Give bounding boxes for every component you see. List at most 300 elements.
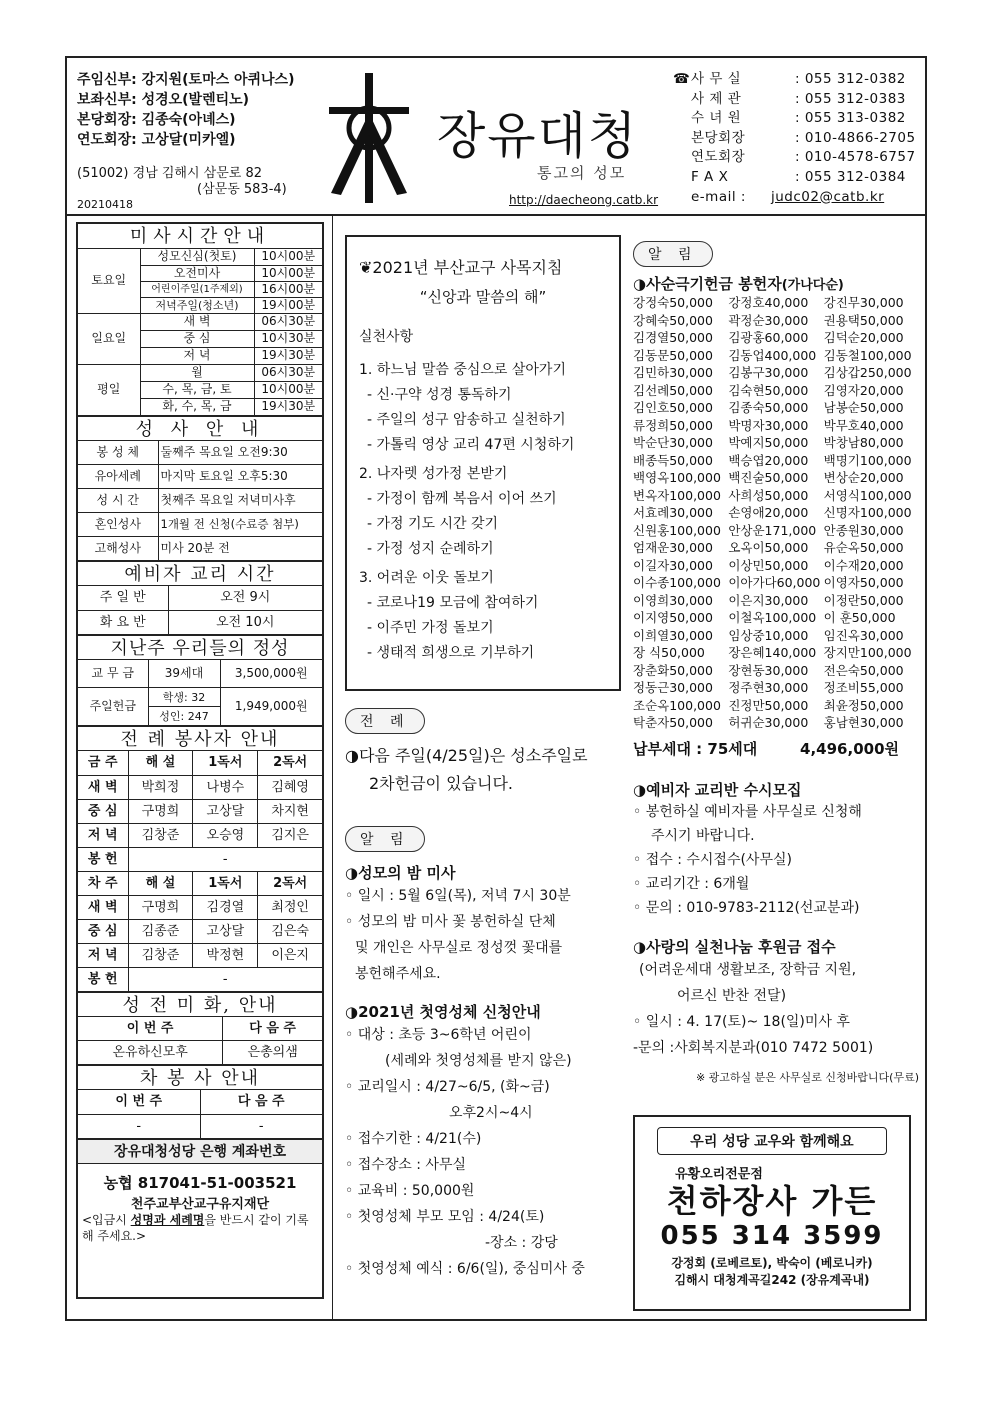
love-item: 어르신 반찬 전달) (677, 987, 787, 1004)
donor-subtitle: (가나다순) (781, 278, 844, 293)
mass-name: 수, 목, 금, 토 (140, 381, 254, 398)
ad-category: 유황오리전문점 (675, 1167, 763, 1182)
catechumen-item: 주시기 바랍니다. (651, 827, 755, 844)
donor-row (633, 364, 919, 382)
page-title: 장유대청 (437, 107, 639, 165)
contact-value: : 010-4578-6757 (795, 149, 916, 166)
love-item: -문의 :사회복지분과(010 7472 5001) (633, 1039, 874, 1056)
sac-value: 미사 20분 전 (158, 537, 322, 561)
donor-entry: 조순옥100,000 (633, 697, 721, 713)
contact-value: : 055 312-0383 (795, 90, 906, 107)
donor-entry: 정조비55,000 (823, 680, 904, 695)
server-name: 최정인 (258, 895, 322, 919)
donor-row (633, 312, 919, 330)
catechumen-item: ◦ 문의 : 010-9783-2112(선교분과) (633, 899, 860, 916)
fc-item: ◦ 접수장소 : 사무실 (345, 1157, 466, 1173)
bank-holder: 천주교부산교구유지재단 (130, 1196, 270, 1212)
mass-time: 10시00분 (254, 381, 322, 398)
server-name: - (128, 847, 322, 871)
donor-entry: 장현동30,000 (728, 662, 809, 678)
notice-pill: 알 림 (345, 826, 425, 852)
clergy-line: 보좌신부: 성경오(발렌티노) (77, 92, 250, 108)
issue-date: 20210418 (77, 198, 133, 211)
catechumen-title: ◑예비자 교리반 수시모집 (633, 780, 802, 799)
donor-entry: 홍남현30,000 (823, 715, 904, 730)
sac-label: 혼인성사 (78, 513, 158, 537)
mass-times-table (78, 249, 322, 416)
ad-business-name: 천하장사 가든 (666, 1182, 878, 1220)
donor-entry: 안상운171,000 (728, 522, 817, 538)
contact-row (673, 188, 916, 208)
server-name: 김혜영 (258, 775, 322, 799)
offering-adult: 성인: 247 (148, 707, 220, 726)
sac-value: 둘째주 목요일 오전9:30 (158, 441, 322, 465)
right-column (633, 241, 919, 1085)
server-name: 차지현 (258, 799, 322, 823)
day-label: 평일 (78, 364, 140, 415)
donor-entry: 이영희30,000 (633, 592, 713, 608)
clergy-line: 주임신부: 강지원(토마스 아퀴나스) (77, 72, 295, 88)
guideline-motto: “신앙과 말씀의 해” (419, 288, 547, 306)
catechism-title: 예비자 교리 시간 (78, 561, 322, 586)
bank-note-text: 을 반드시 같이 기록해 주세요.> (82, 1212, 309, 1243)
ad-note: ※ 광고하실 분은 사무실로 신청바랍니다(무료) (695, 1070, 919, 1084)
server-mass: 중 심 (78, 799, 128, 823)
server-name: 김지은 (258, 823, 322, 847)
contact-value: : 010-4866-2705 (795, 129, 916, 146)
server-name: 김종준 (128, 919, 193, 943)
mass-name: 월 (140, 364, 254, 381)
donor-entry: 사희성50,000 (728, 487, 809, 503)
guideline-item: 3. 어려운 이웃 돌보기 (359, 570, 494, 586)
donor-entry: 서효례30,000 (633, 505, 713, 520)
donor-entry: 김광홍60,000 (728, 330, 809, 345)
server-head: 차 주 (78, 871, 128, 895)
sac-value: 마지막 토요일 오후5:30 (158, 465, 322, 489)
server-name: 박희정 (128, 775, 193, 799)
night-mass-item: 및 개인은 사무실로 정성껏 꽃대를 (355, 940, 563, 956)
contact-value: : 055 312-0382 (795, 71, 906, 87)
contact-row (673, 90, 916, 110)
fc-item: ◦ 첫영성체 부모 모임 : 4/24(토) (345, 1209, 545, 1225)
bank-note (78, 1212, 322, 1244)
flower-head: 이 번 주 (78, 1017, 223, 1041)
night-mass-item: ◦ 성모의 밤 미사 꽃 봉헌하실 단체 (345, 914, 556, 930)
donor-entry: 강혜숙50,000 (633, 312, 713, 328)
liturgy-text-2: 2차헌금이 있습니다. (369, 774, 513, 793)
server-name: 김경열 (193, 895, 258, 919)
donor-row (633, 469, 919, 487)
flower-title: 성 전 미 화, 안내 (78, 992, 322, 1017)
donor-row (633, 329, 919, 347)
donor-entry: 김동업400,000 (728, 347, 817, 363)
donor-entry: 이길자30,000 (633, 557, 713, 573)
donor-entry: 정동근30,000 (633, 680, 713, 695)
donor-entry: 강정호40,000 (728, 295, 809, 310)
guideline-item: - 가정 성지 순례하기 (367, 541, 494, 557)
mass-name: 저 녁 (140, 347, 254, 364)
donor-entry: 김민하30,000 (633, 365, 713, 380)
server-name: 김은숙 (258, 919, 322, 943)
cat-time: 오전 9시 (168, 586, 322, 610)
donor-total-amount: 4,496,000원 (800, 739, 899, 758)
notice-pill-right: 알 림 (633, 241, 713, 267)
day-label: 토요일 (78, 249, 140, 313)
donor-entry: 이 훈50,000 (823, 610, 896, 625)
server-name: 구명희 (128, 799, 193, 823)
night-mass-title: ◑성모의 밤 미사 (345, 864, 456, 882)
day-label: 일요일 (78, 313, 140, 364)
donor-entry: 백승엽20,000 (728, 452, 809, 468)
donor-entry: 탁춘자50,000 (633, 715, 713, 730)
catechumen-item: ◦ 접수 : 수시접수(사무실) (633, 851, 792, 868)
mass-time: 10시00분 (254, 265, 322, 281)
offering-label: 교 무 금 (78, 660, 148, 688)
flower-table (78, 1017, 322, 1066)
address (77, 166, 287, 198)
car-head: 다 음 주 (200, 1090, 322, 1114)
donor-row (633, 557, 919, 575)
love-title: ◑사랑의 실천나눔 후원금 접수 (633, 937, 836, 956)
donor-entry: 손영애20,000 (728, 505, 809, 520)
server-name: 구명희 (128, 895, 193, 919)
server-title: 전 례 봉사자 안내 (78, 726, 322, 751)
donor-entry: 변옥자100,000 (633, 487, 721, 503)
mass-name: 어린이주일(1주제외) (140, 281, 254, 297)
fc-item: ◦ 첫영성체 예식 : 6/6(일), 중심미사 중 (345, 1261, 585, 1277)
donor-row (633, 504, 919, 522)
contact-row (673, 148, 916, 168)
love-item: (어려운세대 생활보조, 장학금 지원, (639, 961, 857, 978)
donor-entry: 김인호50,000 (633, 400, 713, 415)
left-sidebar (76, 222, 324, 1299)
mass-time: 19시00분 (254, 297, 322, 313)
cat-label: 화 요 반 (78, 610, 168, 634)
cross-logo-icon (329, 73, 409, 203)
donor-entry: 신원홍100,000 (633, 522, 721, 538)
guideline-item: - 가정 기도 시간 갖기 (367, 516, 499, 532)
server-mass: 저 녁 (78, 823, 128, 847)
first-communion-title: ◑2021년 첫영성체 신청안내 (345, 1003, 541, 1021)
flower-head: 다 음 주 (223, 1017, 322, 1041)
server-head: 2독서 (258, 751, 322, 775)
ad-caption: 우리 성당 교우와 함께해요 (657, 1127, 887, 1155)
donor-entry: 임상중10,000 (728, 627, 809, 643)
donor-entry: 강진무30,000 (823, 295, 904, 310)
fc-item: (세례와 첫영성체를 받지 않은) (385, 1053, 572, 1069)
donor-entry: 김선례50,000 (633, 382, 713, 398)
cat-label: 주 일 반 (78, 586, 168, 610)
offering-label: 주일헌금 (78, 688, 148, 726)
donor-entry: 최윤정50,000 (823, 697, 904, 713)
donor-row (633, 347, 919, 365)
donor-total-label: 납부세대 : 75세대 (633, 739, 758, 758)
donor-row (633, 522, 919, 540)
donor-row (633, 627, 919, 645)
night-mass-item: 봉헌해주세요. (355, 966, 441, 982)
donor-entry: 김덕순20,000 (823, 330, 904, 345)
car-group: - (78, 1114, 200, 1138)
guideline-item: - 가정이 함께 복음서 이어 쓰기 (367, 491, 557, 507)
donor-entry: 김숙현50,000 (728, 382, 809, 398)
donor-row (633, 697, 919, 715)
server-name: 김창준 (128, 943, 193, 967)
liturgy-text-1: ◑다음 주일(4/25일)은 성소주일로 (345, 746, 588, 765)
contact-label: F A X (691, 168, 729, 185)
contact-row (673, 168, 916, 188)
sac-label: 고해성사 (78, 537, 158, 561)
donor-entry: 박명자30,000 (728, 417, 809, 433)
server-name: 나병수 (193, 775, 258, 799)
server-mass: 중 심 (78, 919, 128, 943)
donor-entry: 이지영50,000 (633, 610, 713, 625)
server-name: 박정현 (193, 943, 258, 967)
donor-entry: 김동문50,000 (633, 347, 713, 363)
server-name: 이은지 (258, 943, 322, 967)
mass-name: 오전미사 (140, 265, 254, 281)
donor-entry: 장은혜140,000 (728, 645, 817, 660)
flower-group: 온유하신모후 (78, 1041, 223, 1065)
donor-entry: 장춘화50,000 (633, 662, 713, 678)
server-name: 오승영 (193, 823, 258, 847)
donor-entry: 신명자100,000 (823, 505, 912, 520)
donor-entry: 전은숙50,000 (823, 662, 904, 678)
mass-name: 중 심 (140, 330, 254, 347)
donor-entry: 김상갑250,000 (823, 365, 912, 380)
donor-entry: 변상순20,000 (823, 470, 904, 485)
fc-item: ◦ 교리일시 : 4/27~6/5, (화~금) (345, 1079, 550, 1095)
bulletin-frame (65, 56, 927, 1321)
first-communion-list (345, 1022, 625, 1282)
car-head: 이 번 주 (78, 1090, 200, 1114)
bank-title: 장유대청성당 은행 계좌번호 (78, 1139, 322, 1164)
donor-entry: 장지만100,000 (823, 645, 912, 660)
guideline-item: - 신·구약 성경 통독하기 (367, 387, 512, 403)
cat-time: 오전 10시 (168, 610, 322, 634)
donor-entry: 류정희50,000 (633, 417, 713, 433)
donor-entry: 김동철100,000 (823, 347, 912, 363)
donor-entry: 이수종100,000 (633, 575, 721, 590)
donor-entry: 엄재운30,000 (633, 540, 713, 555)
address-line: (51002) 경남 김해시 삼문로 82 (77, 166, 263, 181)
mass-name: 성모신심(첫토) (140, 249, 254, 265)
guideline-title-text: 2021년 부산교구 사목지침 (372, 258, 563, 277)
guideline-item: - 이주민 가정 돌보기 (367, 620, 494, 636)
donor-entry: 곽정순30,000 (728, 312, 809, 328)
fc-item: ◦ 교육비 : 50,000원 (345, 1183, 475, 1199)
night-mass-item: ◦ 일시 : 5월 6일(목), 저녁 7시 30분 (345, 888, 571, 904)
address-line: (삼문동 583-4) (197, 182, 287, 197)
donor-row (633, 399, 919, 417)
donor-entry: 김영자20,000 (823, 382, 904, 398)
contact-label: 수 녀 원 (691, 110, 742, 127)
donor-entry: 서영식100,000 (823, 487, 912, 503)
contact-value: : 055 313-0382 (795, 110, 906, 127)
mass-name: 화, 수, 목, 금 (140, 398, 254, 415)
donor-entry: 배종득50,000 (633, 452, 713, 468)
donor-entry: 이수재20,000 (823, 557, 904, 573)
advertisement-box (633, 1115, 911, 1311)
website-link[interactable]: http://daecheong.catb.kr (509, 193, 659, 207)
bank-account: 농협 817041-51-003521 (103, 1173, 297, 1192)
mass-time: 16시00분 (254, 281, 322, 297)
ad-owner: 강정회 (로베르토), 박숙이 (베로니카) (671, 1256, 873, 1270)
offering-table (78, 660, 322, 727)
server-name: 고상달 (193, 799, 258, 823)
donor-total (633, 738, 919, 759)
donor-entry: 박창남80,000 (823, 435, 904, 450)
donor-entry: 정주현30,000 (728, 680, 809, 695)
donor-entry: 이철옥100,000 (728, 610, 817, 625)
donor-row (633, 434, 919, 452)
donor-row (633, 417, 919, 435)
mass-time: 06시30분 (254, 364, 322, 381)
mass-time: 06시30분 (254, 313, 322, 330)
server-head: 해 설 (128, 751, 193, 775)
donor-entry: 김종숙50,000 (728, 400, 809, 415)
dove-icon: ❦ (359, 258, 373, 277)
sacrament-table (78, 441, 322, 562)
donor-entry: 김봉구30,000 (728, 365, 809, 380)
donor-entry: 이정란50,000 (823, 592, 904, 608)
offering-student: 학생: 32 (148, 688, 220, 707)
server-mass: 봉 헌 (78, 967, 128, 991)
guideline-item: 1. 하느님 말씀 중심으로 살아가기 (359, 362, 566, 378)
guideline-item: 2. 나자렛 성가정 본받기 (359, 466, 508, 482)
donor-list (633, 294, 919, 732)
donor-entry: 허귀순30,000 (728, 715, 809, 730)
contact-label: 연도회장 (691, 149, 746, 166)
donor-entry: 이영자50,000 (823, 575, 904, 590)
clergy-line: 연도회장: 고상달(미카엘) (77, 132, 236, 148)
donor-entry: 박무호40,000 (823, 417, 904, 433)
mass-time: 19시30분 (254, 347, 322, 364)
sac-label: 유아세례 (78, 465, 158, 489)
liturgy-section (345, 708, 625, 1282)
donor-row (633, 539, 919, 557)
contact-row (673, 70, 916, 90)
mass-name: 새 벽 (140, 313, 254, 330)
contact-row (673, 109, 916, 129)
bank-note-bold: 성명과 세례명 (130, 1212, 205, 1227)
mass-name: 저녁주일(청소년) (140, 297, 254, 313)
catechumen-item: ◦ 교리기간 : 6개월 (633, 875, 750, 892)
donor-entry: 안종원30,000 (823, 522, 904, 538)
donor-row (633, 662, 919, 680)
donor-row (633, 609, 919, 627)
contact-list (673, 70, 916, 207)
pastoral-guideline-box (345, 235, 621, 691)
fc-item: 오후2시~4시 (449, 1105, 533, 1121)
server-name: 고상달 (193, 919, 258, 943)
donor-title (633, 273, 919, 294)
donor-row (633, 592, 919, 610)
server-table (78, 751, 322, 992)
donor-entry: 오옥이50,000 (728, 540, 809, 555)
clergy-line: 본당회장: 김종숙(아녜스) (77, 112, 236, 128)
donor-row (633, 382, 919, 400)
column-divider (332, 216, 333, 1319)
donor-entry: 권용택50,000 (823, 312, 904, 328)
ad-address: 김해시 대청계곡길242 (장유계곡내) (674, 1273, 870, 1287)
donor-row (633, 679, 919, 697)
contact-label: 사 무 실 (691, 71, 742, 87)
email-link[interactable]: judc02@catb.kr (771, 188, 885, 205)
love-list (633, 957, 919, 1061)
mass-times-title: 미사시간안내 (78, 224, 322, 249)
header (67, 58, 925, 216)
fc-item: ◦ 대상 : 초등 3~6학년 어린이 (345, 1027, 532, 1043)
catechism-table (78, 586, 322, 635)
server-head: 금 주 (78, 751, 128, 775)
server-head: 해 설 (128, 871, 193, 895)
donor-row (633, 294, 919, 312)
donor-entry: 백명기100,000 (823, 452, 912, 468)
catechumen-item: ◦ 봉헌하실 예비자를 사무실로 신청해 (633, 803, 862, 820)
offering-count: 39세대 (148, 660, 220, 688)
donor-entry: 박순단30,000 (633, 435, 713, 450)
donor-entry: 김경열50,000 (633, 330, 713, 345)
server-name: - (128, 967, 322, 991)
love-item: ◦ 일시 : 4. 17(토)~ 18(일)미사 후 (633, 1013, 850, 1030)
donor-entry: 백영옥100,000 (633, 470, 721, 485)
donor-entry: 남봉순50,000 (823, 400, 904, 415)
bank-note-text: <입금시 (82, 1212, 131, 1227)
sac-value: 1개월 전 신청(수료증 첨부) (158, 513, 322, 537)
donor-entry: 백진술50,000 (728, 470, 809, 485)
donor-row (633, 487, 919, 505)
fc-item: ◦ 접수기한 : 4/21(수) (345, 1131, 482, 1147)
donor-entry: 유순옥50,000 (823, 540, 904, 555)
guideline-list (359, 358, 607, 666)
email-label: e-mail : (691, 188, 746, 205)
car-table (78, 1090, 322, 1139)
donor-row (633, 452, 919, 470)
donor-entry: 이은지30,000 (728, 592, 809, 608)
night-mass-list (345, 883, 625, 987)
guideline-item: - 생태적 희생으로 기부하기 (367, 645, 535, 661)
donor-entry: 이상민50,000 (728, 557, 809, 573)
donor-entry: 박예지50,000 (728, 435, 809, 450)
donor-entry: 이아가다60,000 (728, 575, 821, 590)
liturgy-pill: 전 례 (345, 708, 425, 734)
donor-row (633, 714, 919, 732)
donor-row (633, 644, 919, 662)
donor-entry: 임진옥30,000 (823, 627, 904, 643)
sac-label: 봉 성 체 (78, 441, 158, 465)
server-head: 1독서 (193, 871, 258, 895)
sac-label: 성 시 간 (78, 489, 158, 513)
offering-amount: 1,949,000원 (220, 688, 322, 726)
mass-time: 10시30분 (254, 330, 322, 347)
guideline-item: - 코로나19 모금에 참여하기 (367, 595, 539, 611)
server-head: 1독서 (193, 751, 258, 775)
server-mass: 새 벽 (78, 775, 128, 799)
flower-group: 은총의샘 (223, 1041, 322, 1065)
sacrament-title: 성 사 안 내 (78, 416, 322, 441)
sac-value: 첫째주 목요일 저녁미사후 (158, 489, 322, 513)
server-mass: 저 녁 (78, 943, 128, 967)
donor-entry: 강정숙50,000 (633, 295, 713, 310)
car-group: - (200, 1114, 322, 1138)
contact-value: : 055 312-0384 (795, 168, 906, 185)
catechumen-list (633, 800, 919, 920)
phone-icon: ☎ (673, 71, 691, 87)
contact-row (673, 129, 916, 149)
server-mass: 봉 헌 (78, 847, 128, 871)
contact-label: 본당회장 (691, 129, 746, 146)
donor-entry: 이희열30,000 (633, 627, 713, 643)
